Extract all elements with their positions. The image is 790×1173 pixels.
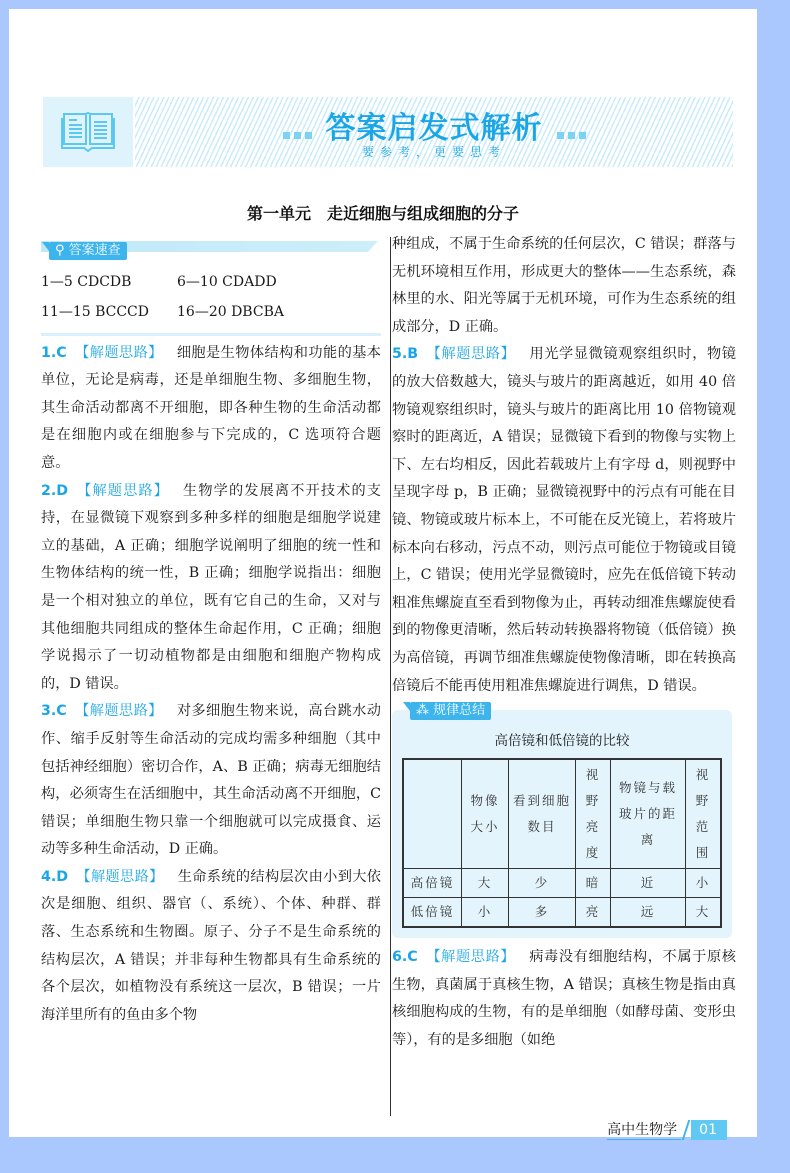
- answer-continuation: 种组成，不属于生命系统的任何层次，C 错误；群落与无机环境相互作用，形成更大的整体——生态系统，森林里的水、阳光等属于无机环境，可作为生态系统的组成部分，D 正确。: [392, 236, 736, 335]
- separator: [41, 333, 381, 336]
- page-number: 01: [691, 1120, 727, 1140]
- rule-summary-box: [392, 703, 732, 938]
- unit-name: 走近细胞与组成细胞的分子: [327, 204, 520, 223]
- footer-subject: 高中生物学: [607, 1121, 681, 1140]
- banner-stripes: [135, 97, 733, 167]
- table-title: 高倍镜和低倍镜的比较: [494, 733, 630, 750]
- banner-subtitle: 要参考，更要思考: [361, 145, 506, 159]
- header-banner: [43, 97, 733, 167]
- key-icon: ⚲: [55, 243, 65, 258]
- table-row: 低倍镜 小 多 亮 远 大: [403, 898, 721, 928]
- answer-item: 3.C 【解题思路】 对多细胞生物来说，高台跳水动作、缩手反射等生命活动的完成均需多种细胞（其中包括神经细胞）密切合作，A、B 正确；病毒无细胞结构，必须寄生在活细胞中，其生命活动离不开细胞，C 错误；单细胞生物只靠一个细胞就可以完成摄食、运动等多种生命活动，D 正确。: [41, 703, 381, 858]
- decor-dots: [281, 112, 314, 147]
- page: [9, 9, 757, 1137]
- left-column: [41, 231, 381, 1029]
- comparison-table: [402, 758, 722, 928]
- quick-answer-row: 1—5 CDCDB 6—10 CDADD: [41, 273, 277, 290]
- decor-dots: [555, 112, 588, 147]
- quick-answer-row: 11—15 BCCCD 16—20 DBCBA: [41, 303, 284, 320]
- table-row: 高倍镜 大 少 暗 近 小: [403, 869, 721, 898]
- answer-item: 6.C 【解题思路】 病毒没有细胞结构，不属于原核生物，真菌属于真核生物，A 错误；真核生物是指由真核细胞构成的生物，有的是单细胞（如酵母菌、变形虫等），有的是多细胞（如绝: [392, 949, 736, 1048]
- page-footer: [607, 1120, 727, 1140]
- quick-answers: [41, 267, 381, 327]
- answer-item: 2.D 【解题思路】 生物学的发展离不开技术的支持，在显微镜下观察到多种多样的细胞是细胞学说建立的基础，A 正确；细胞学说阐明了细胞的统一性和生物体结构的统一性，B 正确；细胞学说指出：细胞是一个相对独立的单位，既有它自己的生命，又对与其他细胞共同组成的整体生命起作用，C 正确；细胞学说揭示了一切动植物都是由细胞和细胞产物构成的，D 错误。: [41, 482, 381, 692]
- answer-item: 1.C 【解题思路】 细胞是生物体结构和功能的基本单位，无论是病毒，还是单细胞生物、多细胞生物，其生命活动都离不开细胞，即各种生物的生命活动都是在细胞内或在细胞参与下完成的，C 选项符合题意。: [41, 344, 381, 471]
- quick-answer-tag: ⚲ 答案速查: [41, 237, 127, 257]
- answer-item: 4.D 【解题思路】 生命系统的结构层次由小到大依次是细胞、组织、器官（、系统）、个体、种群、群落、生态系统和生物圈。原子、分子不是生命系统的结构层次，A 错误；并非每种生物都具有生命系统的各个层次，如植物没有系统这一层次，B 错误；一片海洋里所有的鱼由多个物: [41, 868, 381, 1023]
- right-column: [392, 231, 736, 1054]
- rule-summary-tag: ⁂ 规律总结: [410, 702, 491, 720]
- open-book-icon: [60, 108, 116, 156]
- answer-item: 5.B 【解题思路】 用光学显微镜观察组织时，物镜的放大倍数越大，镜头与玻片的距离越近，如用 40 倍物镜观察组织时，镜头与玻片的距离比用 10 倍物镜观察时的距离近，A 错误；显微镜下看到的物像与实物上下、左右均相反，因此若载玻片上有字母 d，则视野中呈现字母 p，B 正确；显微镜视野中的污点有可能在目镜、物镜或玻片标本上，不可能在反光镜上，若将玻片标本向右移动，污点不动，则污点可能位于物镜或目镜上，C 错误；使用光学显微镜时，应先在低倍镜下转动粗准焦螺旋直至看到物像为止，再转动细准焦螺旋使看到的物像更清晰，然后转动转换器将物镜（低倍镜）换为高倍镜，再调节细准焦螺旋使物像清晰，即在转换高倍镜后不能再使用粗准焦螺旋进行调焦，D 错误。: [392, 346, 736, 694]
- banner-title: 答案启发式解析: [325, 111, 543, 146]
- unit-title: [9, 201, 757, 224]
- footer-slash: [681, 1120, 691, 1140]
- unit-label: 第一单元: [246, 204, 311, 223]
- book-box: [43, 97, 133, 167]
- magic-wand-icon: ⁂: [416, 703, 429, 719]
- column-divider: [390, 237, 391, 1116]
- table-header-row: 物像大小 看到细胞数目 视野亮度 物镜与载玻片的距离 视野范围: [403, 759, 721, 869]
